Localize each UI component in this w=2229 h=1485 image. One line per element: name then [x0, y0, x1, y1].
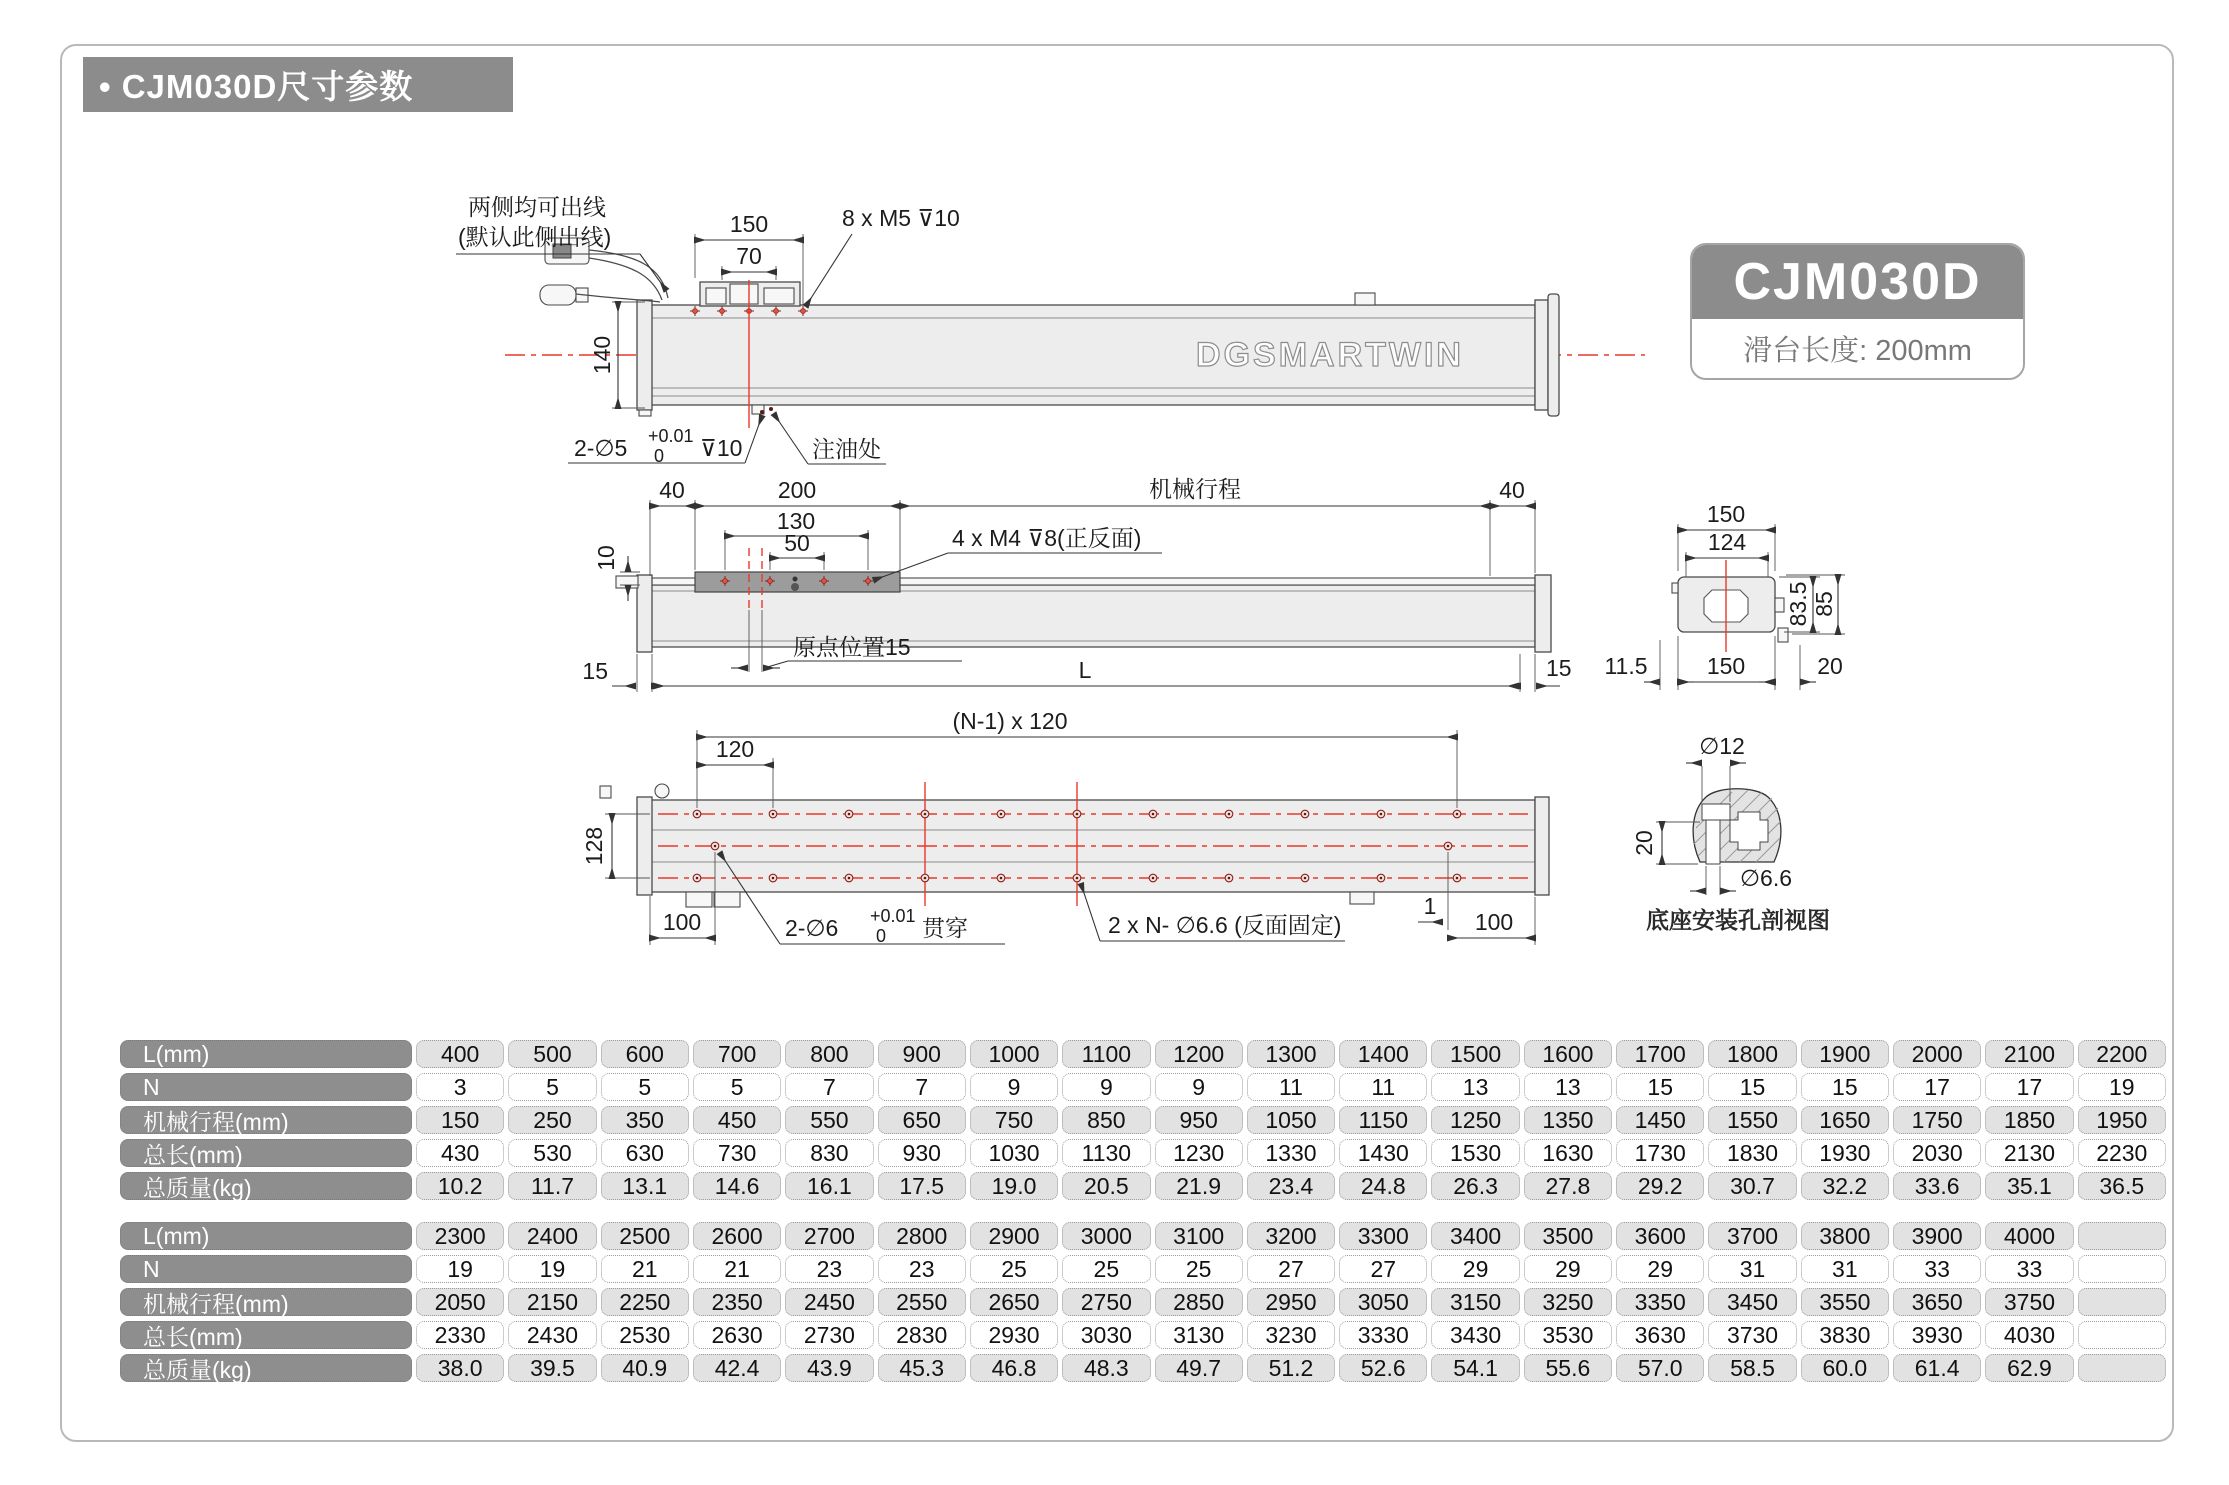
table-cell: 1500 [1431, 1040, 1519, 1068]
table-cell: 21 [601, 1255, 689, 1283]
table-cell: 57.0 [1616, 1354, 1704, 1382]
table-cell: 2830 [878, 1321, 966, 1349]
table-cell: 3300 [1339, 1222, 1427, 1250]
dim-40-right: 40 [1499, 477, 1525, 503]
table-cell: 29 [1616, 1255, 1704, 1283]
row-label: 总长(mm) [120, 1139, 412, 1167]
table-cell: 1650 [1801, 1106, 1889, 1134]
table-cell: 25 [970, 1255, 1058, 1283]
dim-83-5: 83.5 [1785, 581, 1811, 627]
table-cell: 49.7 [1155, 1354, 1243, 1382]
table-cell: 27 [1247, 1255, 1335, 1283]
table-cell: 17 [1985, 1073, 2073, 1101]
table-cell: 1600 [1524, 1040, 1612, 1068]
table-cell: 2200 [2078, 1040, 2166, 1068]
table-cell: 1950 [2078, 1106, 2166, 1134]
m4-thread-note: 4 x M4 ⊽8(正反面) [952, 525, 1142, 551]
dim-124: 124 [1707, 529, 1747, 555]
table-cell: 1330 [1247, 1139, 1335, 1167]
table-cell: 1030 [970, 1139, 1058, 1167]
dim-20: 20 [1817, 653, 1843, 679]
table-cell: 2500 [601, 1222, 689, 1250]
table-cell: 10.2 [416, 1172, 504, 1200]
table-cell: 1450 [1616, 1106, 1704, 1134]
table-cell: 3530 [1524, 1321, 1612, 1349]
table-cell: 830 [785, 1139, 873, 1167]
table-cell: 23 [785, 1255, 873, 1283]
table-cell: 2400 [508, 1222, 596, 1250]
table-cell: 46.8 [970, 1354, 1058, 1382]
table-cell: 1850 [1985, 1106, 2073, 1134]
table-cell: 1550 [1708, 1106, 1796, 1134]
table-cell: 2100 [1985, 1040, 2073, 1068]
table-cell: 2450 [785, 1288, 873, 1316]
m5-thread-note: 8 x M5 ⊽10 [842, 205, 960, 231]
table-row [120, 1255, 2166, 1283]
top-side-view-drawing [456, 194, 1645, 466]
table-cell: 1800 [1708, 1040, 1796, 1068]
table-cell: 1100 [1062, 1040, 1150, 1068]
table-cell: 3450 [1708, 1288, 1796, 1316]
oil-port-note: 注油处 [812, 436, 881, 462]
pin6-note-tol-lower: 0 [876, 926, 887, 946]
table-cell: 13 [1431, 1073, 1519, 1101]
table-cell: 19 [2078, 1073, 2166, 1101]
table-cell: 62.9 [1985, 1354, 2073, 1382]
table-cell: 29.2 [1616, 1172, 1704, 1200]
pin6-note-prefix: 2-∅6 [785, 915, 839, 941]
table-cell: 2800 [878, 1222, 966, 1250]
dim-20-depth: 20 [1631, 830, 1657, 856]
brand-logo: DGSMARTWIN [1196, 336, 1464, 374]
pin-note-depth: ⊽10 [700, 435, 743, 461]
dim-128: 128 [581, 826, 607, 866]
dim-10: 10 [593, 545, 619, 571]
cable-note-line1: 两侧均可出线 [468, 194, 606, 220]
end-section-view [1604, 501, 1845, 690]
table-cell [2078, 1288, 2166, 1316]
table-cell: 2300 [416, 1222, 504, 1250]
table-cell: 32.2 [1801, 1172, 1889, 1200]
slider-block [700, 282, 800, 306]
table-cell: 1530 [1431, 1139, 1519, 1167]
table-cell: 750 [970, 1106, 1058, 1134]
table-cell: 3050 [1339, 1288, 1427, 1316]
table-cell: 14.6 [693, 1172, 781, 1200]
cable-note-line2: (默认此侧出线) [458, 224, 612, 250]
page-title: • CJM030D尺寸参数 [83, 57, 513, 112]
row-label: N [120, 1255, 412, 1283]
dim-11-5: 11.5 [1604, 653, 1648, 679]
table-cell: 5 [601, 1073, 689, 1101]
table-cell: 3550 [1801, 1288, 1889, 1316]
dim-100-right: 100 [1474, 909, 1514, 935]
table-cell [2078, 1222, 2166, 1250]
table-cell: 950 [1155, 1106, 1243, 1134]
table-cell: 1250 [1431, 1106, 1519, 1134]
row-label: 总质量(kg) [120, 1172, 412, 1200]
table-cell: 35.1 [1985, 1172, 2073, 1200]
row-label: 机械行程(mm) [120, 1288, 412, 1316]
dim-15-left: 15 [582, 658, 608, 684]
table-cell: 54.1 [1431, 1354, 1519, 1382]
table-row [120, 1321, 2166, 1349]
table-cell: 1430 [1339, 1139, 1427, 1167]
table-cell: 5 [693, 1073, 781, 1101]
table-cell: 3650 [1893, 1288, 1981, 1316]
table-cell: 15 [1801, 1073, 1889, 1101]
table-cell: 1830 [1708, 1139, 1796, 1167]
table-cell: 2350 [693, 1288, 781, 1316]
table-cell: 7 [785, 1073, 873, 1101]
table-cell: 13.1 [601, 1172, 689, 1200]
middle-elevation-drawing [582, 476, 1571, 692]
table-cell: 3630 [1616, 1321, 1704, 1349]
pin-note-tol-lower: 0 [654, 446, 665, 466]
table-cell: 3930 [1893, 1321, 1981, 1349]
mechanical-stroke-label: 机械行程 [1149, 476, 1241, 502]
table-cell: 2230 [2078, 1139, 2166, 1167]
table-cell: 26.3 [1431, 1172, 1519, 1200]
table-cell: 19 [416, 1255, 504, 1283]
row-label: 机械行程(mm) [120, 1106, 412, 1134]
table-cell: 1200 [1155, 1040, 1243, 1068]
table-cell: 5 [508, 1073, 596, 1101]
table-cell: 2750 [1062, 1288, 1150, 1316]
dim-100-left: 100 [662, 909, 702, 935]
table-cell: 3 [416, 1073, 504, 1101]
row-label: L(mm) [120, 1222, 412, 1250]
table-cell: 48.3 [1062, 1354, 1150, 1382]
table-cell: 1730 [1616, 1139, 1704, 1167]
bottom-view-drawing [581, 708, 1549, 946]
row-label: 总长(mm) [120, 1321, 412, 1349]
table-cell: 20.5 [1062, 1172, 1150, 1200]
table-row [120, 1288, 2166, 1316]
dim-1: 1 [1423, 893, 1437, 919]
dim-15-right: 15 [1546, 655, 1572, 681]
table-cell: 1630 [1524, 1139, 1612, 1167]
table-cell: 3800 [1801, 1222, 1889, 1250]
table-cell: 17.5 [878, 1172, 966, 1200]
spec-table-1 [120, 1040, 2166, 1200]
table-cell: 42.4 [693, 1354, 781, 1382]
table-cell: 2700 [785, 1222, 873, 1250]
row-label: N [120, 1073, 412, 1101]
table-cell: 900 [878, 1040, 966, 1068]
table-cell: 13 [1524, 1073, 1612, 1101]
table-cell: 60.0 [1801, 1354, 1889, 1382]
table-cell: 2630 [693, 1321, 781, 1349]
table-cell: 3750 [1985, 1288, 2073, 1316]
table-cell: 4000 [1985, 1222, 2073, 1250]
dim-150: 150 [729, 211, 769, 237]
table-cell: 2550 [878, 1288, 966, 1316]
table-cell: 3350 [1616, 1288, 1704, 1316]
table-cell: 24.8 [1339, 1172, 1427, 1200]
table-cell [2078, 1321, 2166, 1349]
table-cell: 51.2 [1247, 1354, 1335, 1382]
table-cell: 2530 [601, 1321, 689, 1349]
table-cell: 2050 [416, 1288, 504, 1316]
table-cell: 2930 [970, 1321, 1058, 1349]
dim-200: 200 [777, 477, 817, 503]
table-cell: 800 [785, 1040, 873, 1068]
table-cell: 400 [416, 1040, 504, 1068]
table-cell: 29 [1431, 1255, 1519, 1283]
row-label: 总质量(kg) [120, 1354, 412, 1382]
table-cell: 3700 [1708, 1222, 1796, 1250]
dim-85: 85 [1811, 591, 1837, 617]
table-row [120, 1139, 2166, 1167]
table-cell: 1750 [1893, 1106, 1981, 1134]
dim-120: 120 [715, 736, 755, 762]
table-cell: 9 [1155, 1073, 1243, 1101]
table-cell: 1400 [1339, 1040, 1427, 1068]
table-cell: 9 [970, 1073, 1058, 1101]
table-cell: 29 [1524, 1255, 1612, 1283]
table-cell: 31 [1708, 1255, 1796, 1283]
pin6-note-suffix: 贯穿 [922, 915, 968, 941]
table-cell: 650 [878, 1106, 966, 1134]
dim-130: 130 [776, 508, 816, 534]
table-cell: 23.4 [1247, 1172, 1335, 1200]
table-cell: 2900 [970, 1222, 1058, 1250]
table-cell: 930 [878, 1139, 966, 1167]
base-hole-section-detail [1631, 733, 1830, 933]
table-cell: 350 [601, 1106, 689, 1134]
table-cell: 3430 [1431, 1321, 1519, 1349]
table-cell: 36.5 [2078, 1172, 2166, 1200]
table-cell: 15 [1616, 1073, 1704, 1101]
table-cell: 2730 [785, 1321, 873, 1349]
table-cell: 600 [601, 1040, 689, 1068]
table-cell: 11 [1247, 1073, 1335, 1101]
table-row [120, 1040, 2166, 1068]
table-cell: 3230 [1247, 1321, 1335, 1349]
table-cell: 550 [785, 1106, 873, 1134]
table-cell: 630 [601, 1139, 689, 1167]
table-cell: 39.5 [508, 1354, 596, 1382]
table-cell: 250 [508, 1106, 596, 1134]
dim-d12: ∅12 [1699, 733, 1745, 759]
model-name: CJM030D [1692, 245, 2023, 319]
table-cell [2078, 1255, 2166, 1283]
table-cell: 17 [1893, 1073, 1981, 1101]
table-row [120, 1222, 2166, 1250]
table-cell: 2850 [1155, 1288, 1243, 1316]
table-cell: 25 [1062, 1255, 1150, 1283]
table-cell: 25 [1155, 1255, 1243, 1283]
table-cell: 1150 [1339, 1106, 1427, 1134]
table-cell: 1050 [1247, 1106, 1335, 1134]
table-row [120, 1106, 2166, 1134]
table-cell: 1230 [1155, 1139, 1243, 1167]
row-label: L(mm) [120, 1040, 412, 1068]
table-cell: 530 [508, 1139, 596, 1167]
table-cell: 2950 [1247, 1288, 1335, 1316]
spec-table-2 [120, 1222, 2166, 1382]
table-cell: 11 [1339, 1073, 1427, 1101]
table-cell: 45.3 [878, 1354, 966, 1382]
table-cell: 3830 [1801, 1321, 1889, 1349]
table-cell: 2330 [416, 1321, 504, 1349]
mount-hole-note: 2 x N- ∅6.6 (反面固定) [1108, 912, 1342, 938]
table-cell: 52.6 [1339, 1354, 1427, 1382]
dim-150-top: 150 [1706, 501, 1746, 527]
table-cell: 40.9 [601, 1354, 689, 1382]
table-cell: 3600 [1616, 1222, 1704, 1250]
table-cell: 21.9 [1155, 1172, 1243, 1200]
table-cell: 150 [416, 1106, 504, 1134]
table-cell: 2030 [1893, 1139, 1981, 1167]
table-cell: 450 [693, 1106, 781, 1134]
table-cell: 1000 [970, 1040, 1058, 1068]
table-cell: 730 [693, 1139, 781, 1167]
table-cell: 2130 [1985, 1139, 2073, 1167]
table-row [120, 1354, 2166, 1382]
table-cell: 2000 [1893, 1040, 1981, 1068]
table-cell: 850 [1062, 1106, 1150, 1134]
table-cell: 31 [1801, 1255, 1889, 1283]
pin-note-prefix: 2-∅5 [574, 435, 628, 461]
table-cell: 1900 [1801, 1040, 1889, 1068]
table-cell: 3150 [1431, 1288, 1519, 1316]
table-cell: 21 [693, 1255, 781, 1283]
dim-50: 50 [784, 530, 810, 556]
table-cell: 55.6 [1524, 1354, 1612, 1382]
table-cell: 27.8 [1524, 1172, 1612, 1200]
table-cell: 1350 [1524, 1106, 1612, 1134]
table-cell: 3250 [1524, 1288, 1612, 1316]
dim-70: 70 [736, 243, 762, 269]
section-detail-caption: 底座安装孔剖视图 [1646, 907, 1830, 933]
table-cell: 3400 [1431, 1222, 1519, 1250]
table-cell: 2250 [601, 1288, 689, 1316]
table-cell: 1300 [1247, 1040, 1335, 1068]
table-cell: 3330 [1339, 1321, 1427, 1349]
dim-40-left: 40 [659, 477, 685, 503]
table-cell: 33 [1893, 1255, 1981, 1283]
table-cell: 19.0 [970, 1172, 1058, 1200]
table-cell: 3730 [1708, 1321, 1796, 1349]
dim-d66: ∅6.6 [1740, 865, 1793, 891]
pin-note-tol-upper: +0.01 [648, 426, 694, 446]
table-cell: 3030 [1062, 1321, 1150, 1349]
table-cell: 2650 [970, 1288, 1058, 1316]
table-cell: 16.1 [785, 1172, 873, 1200]
table-cell: 3130 [1155, 1321, 1243, 1349]
table-cell: 15 [1708, 1073, 1796, 1101]
table-cell: 33.6 [1893, 1172, 1981, 1200]
table-cell: 27 [1339, 1255, 1427, 1283]
dim-L: L [1078, 657, 1092, 683]
table-row [120, 1073, 2166, 1101]
table-cell: 38.0 [416, 1354, 504, 1382]
table-cell: 23 [878, 1255, 966, 1283]
table-row [120, 1172, 2166, 1200]
pin6-note-tol-upper: +0.01 [870, 906, 916, 926]
table-cell: 2430 [508, 1321, 596, 1349]
dim-140: 140 [589, 335, 615, 375]
table-cell: 2600 [693, 1222, 781, 1250]
table-cell: 11.7 [508, 1172, 596, 1200]
table-cell [2078, 1354, 2166, 1382]
dim-hole-pitch: (N-1) x 120 [952, 708, 1068, 734]
table-cell: 9 [1062, 1073, 1150, 1101]
table-cell: 1130 [1062, 1139, 1150, 1167]
slider-length-label: 滑台长度: 200mm [1743, 335, 1972, 367]
table-cell: 3000 [1062, 1222, 1150, 1250]
table-cell: 430 [416, 1139, 504, 1167]
origin-position-note: 原点位置15 [793, 634, 911, 660]
table-cell: 2150 [508, 1288, 596, 1316]
table-cell: 43.9 [785, 1354, 873, 1382]
table-cell: 500 [508, 1040, 596, 1068]
table-cell: 1930 [1801, 1139, 1889, 1167]
table-cell: 3500 [1524, 1222, 1612, 1250]
table-cell: 30.7 [1708, 1172, 1796, 1200]
table-cell: 7 [878, 1073, 966, 1101]
table-cell: 4030 [1985, 1321, 2073, 1349]
table-cell: 33 [1985, 1255, 2073, 1283]
table-cell: 19 [508, 1255, 596, 1283]
table-cell: 1700 [1616, 1040, 1704, 1068]
table-cell: 3900 [1893, 1222, 1981, 1250]
table-cell: 61.4 [1893, 1354, 1981, 1382]
table-cell: 700 [693, 1040, 781, 1068]
table-cell: 3200 [1247, 1222, 1335, 1250]
table-cell: 58.5 [1708, 1354, 1796, 1382]
table-cell: 3100 [1155, 1222, 1243, 1250]
dim-150-bottom: 150 [1706, 653, 1746, 679]
